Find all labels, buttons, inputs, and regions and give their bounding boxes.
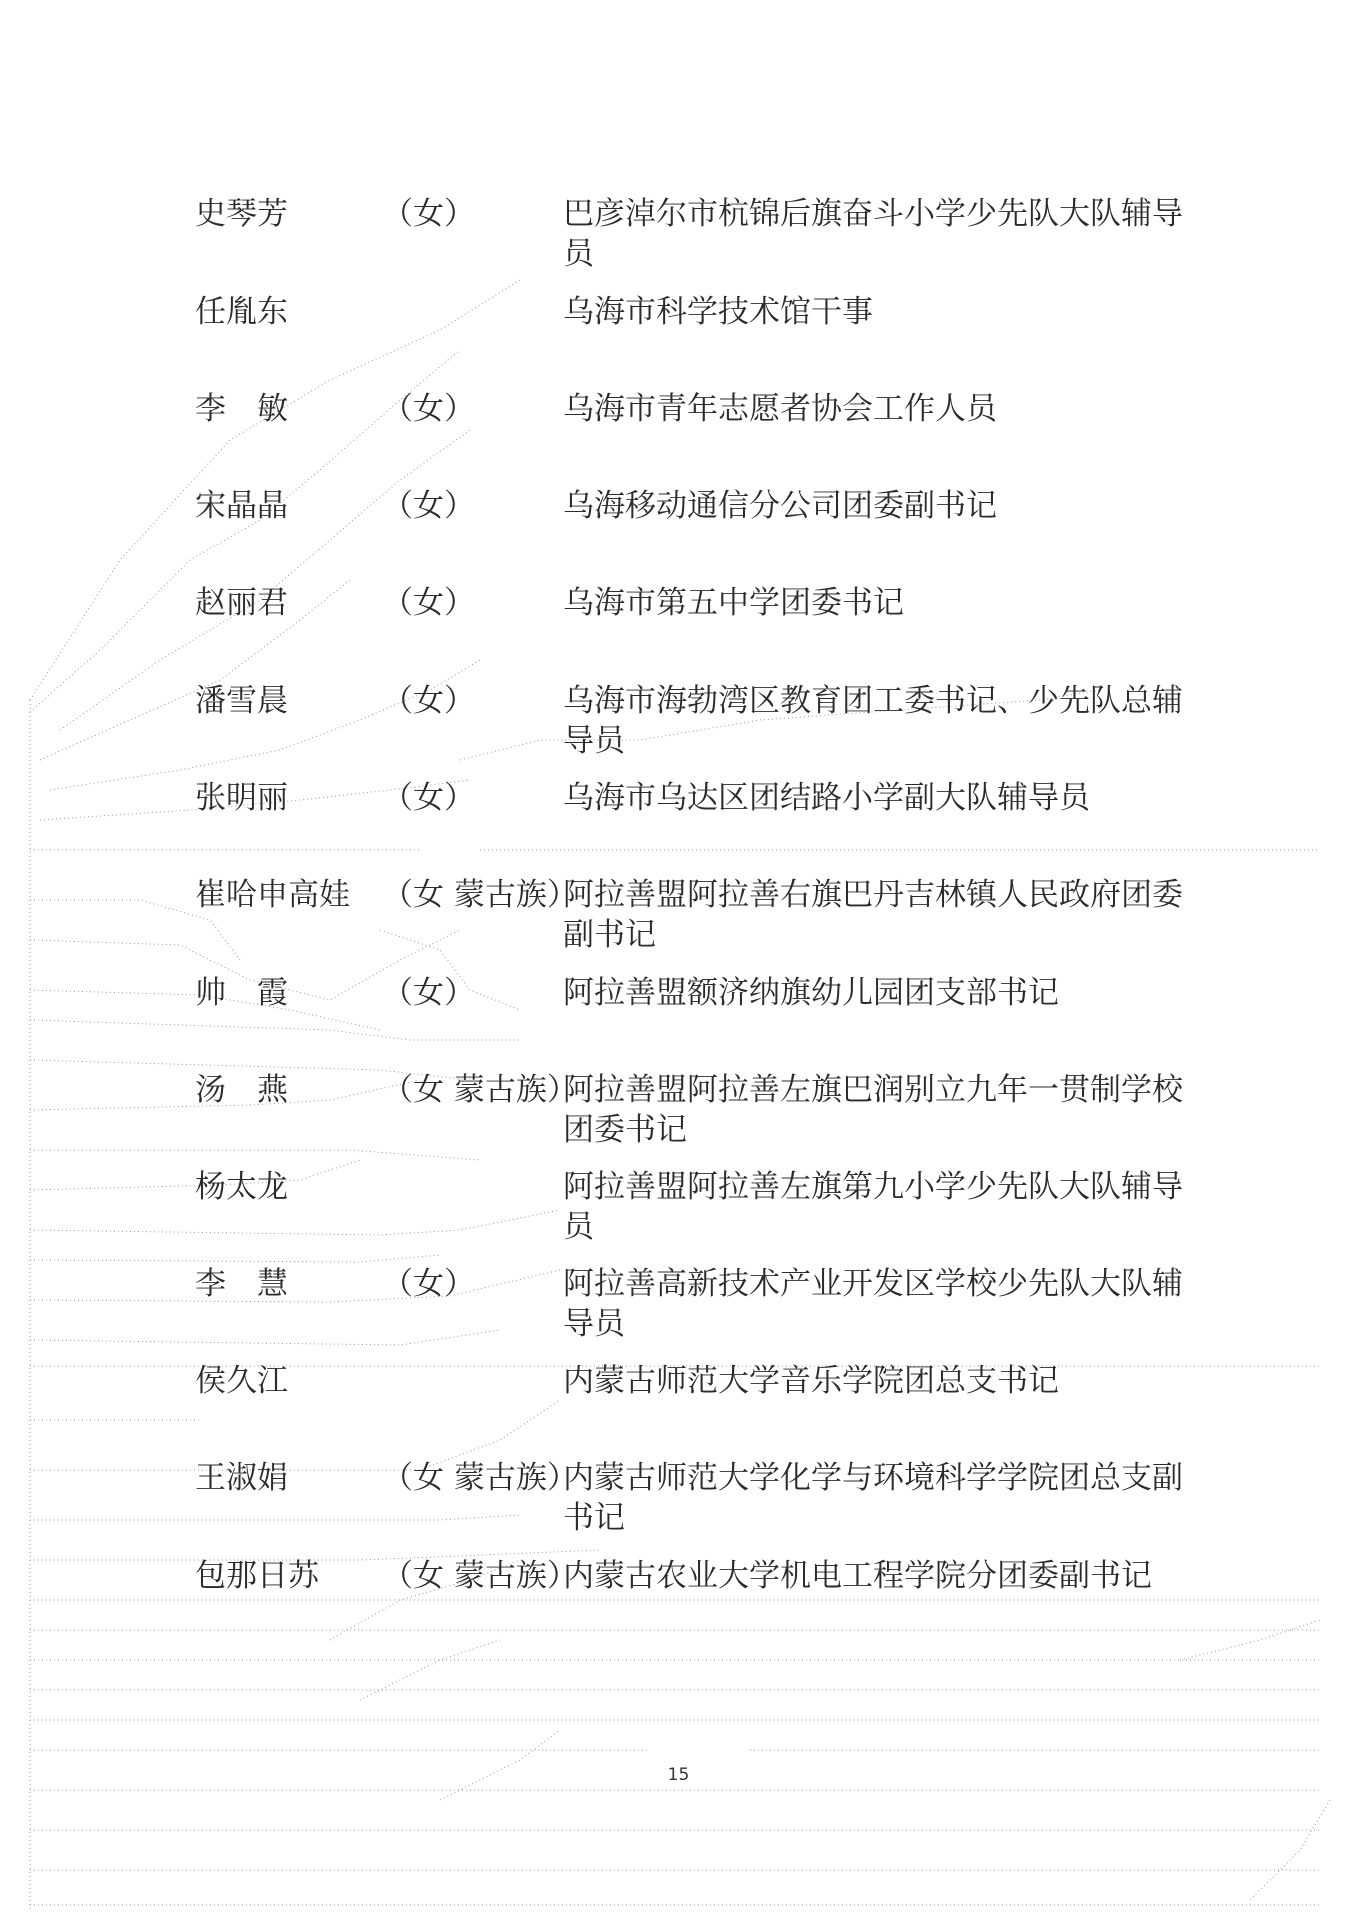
person-note: （女 蒙古族） — [382, 1460, 578, 1496]
person-role: 阿拉善高新技术产业开发区学校少先队大队辅导员 — [563, 1266, 1183, 1342]
person-name: 崔哈申高娃 — [195, 877, 350, 913]
page-number: 15 — [667, 1765, 690, 1785]
person-note: （女 蒙古族） — [382, 1558, 578, 1594]
person-note: （女） — [382, 683, 475, 719]
person-name: 包那日苏 — [195, 1558, 319, 1594]
person-note: （女） — [382, 391, 475, 427]
person-note: （女 蒙古族） — [382, 877, 578, 913]
person-name: 宋晶晶 — [195, 488, 288, 524]
person-note: （女） — [382, 1266, 475, 1302]
person-note: （女） — [382, 585, 475, 621]
person-name: 任胤东 — [195, 294, 288, 330]
person-role: 阿拉善盟阿拉善左旗巴润别立九年一贯制学校团委书记 — [563, 1072, 1183, 1148]
person-role: 乌海移动通信分公司团委副书记 — [563, 488, 997, 524]
person-note: （女） — [382, 780, 475, 816]
person-role: 乌海市科学技术馆干事 — [563, 294, 873, 330]
person-name: 侯久江 — [195, 1363, 288, 1399]
person-name: 张明丽 — [195, 780, 288, 816]
person-name: 赵丽君 — [195, 585, 288, 621]
person-role: 乌海市乌达区团结路小学副大队辅导员 — [563, 780, 1090, 816]
person-name: 王淑娟 — [195, 1460, 288, 1496]
person-name: 潘雪晨 — [195, 683, 288, 719]
person-role: 乌海市海勃湾区教育团工委书记、少先队总辅导员 — [563, 683, 1183, 759]
person-role: 内蒙古师范大学化学与环境科学学院团总支副书记 — [563, 1460, 1183, 1536]
person-role: 乌海市青年志愿者协会工作人员 — [563, 391, 997, 427]
person-name: 杨太龙 — [195, 1169, 288, 1205]
person-name: 李 慧 — [195, 1266, 288, 1302]
person-note: （女 蒙古族） — [382, 1072, 578, 1108]
person-note: （女） — [382, 196, 475, 232]
person-name: 李 敏 — [195, 391, 288, 427]
person-role: 阿拉善盟阿拉善右旗巴丹吉林镇人民政府团委副书记 — [563, 877, 1183, 953]
person-name: 史琴芳 — [195, 196, 288, 232]
person-name: 帅 霞 — [195, 975, 288, 1011]
person-name: 汤 燕 — [195, 1072, 288, 1108]
person-role: 巴彦淖尔市杭锦后旗奋斗小学少先队大队辅导员 — [563, 196, 1183, 272]
person-note: （女） — [382, 488, 475, 524]
person-role: 阿拉善盟额济纳旗幼儿园团支部书记 — [563, 975, 1059, 1011]
person-note: （女） — [382, 975, 475, 1011]
person-role: 内蒙古师范大学音乐学院团总支书记 — [563, 1363, 1059, 1399]
person-role: 阿拉善盟阿拉善左旗第九小学少先队大队辅导员 — [563, 1169, 1183, 1245]
person-role: 乌海市第五中学团委书记 — [563, 585, 904, 621]
person-role: 内蒙古农业大学机电工程学院分团委副书记 — [563, 1558, 1152, 1594]
